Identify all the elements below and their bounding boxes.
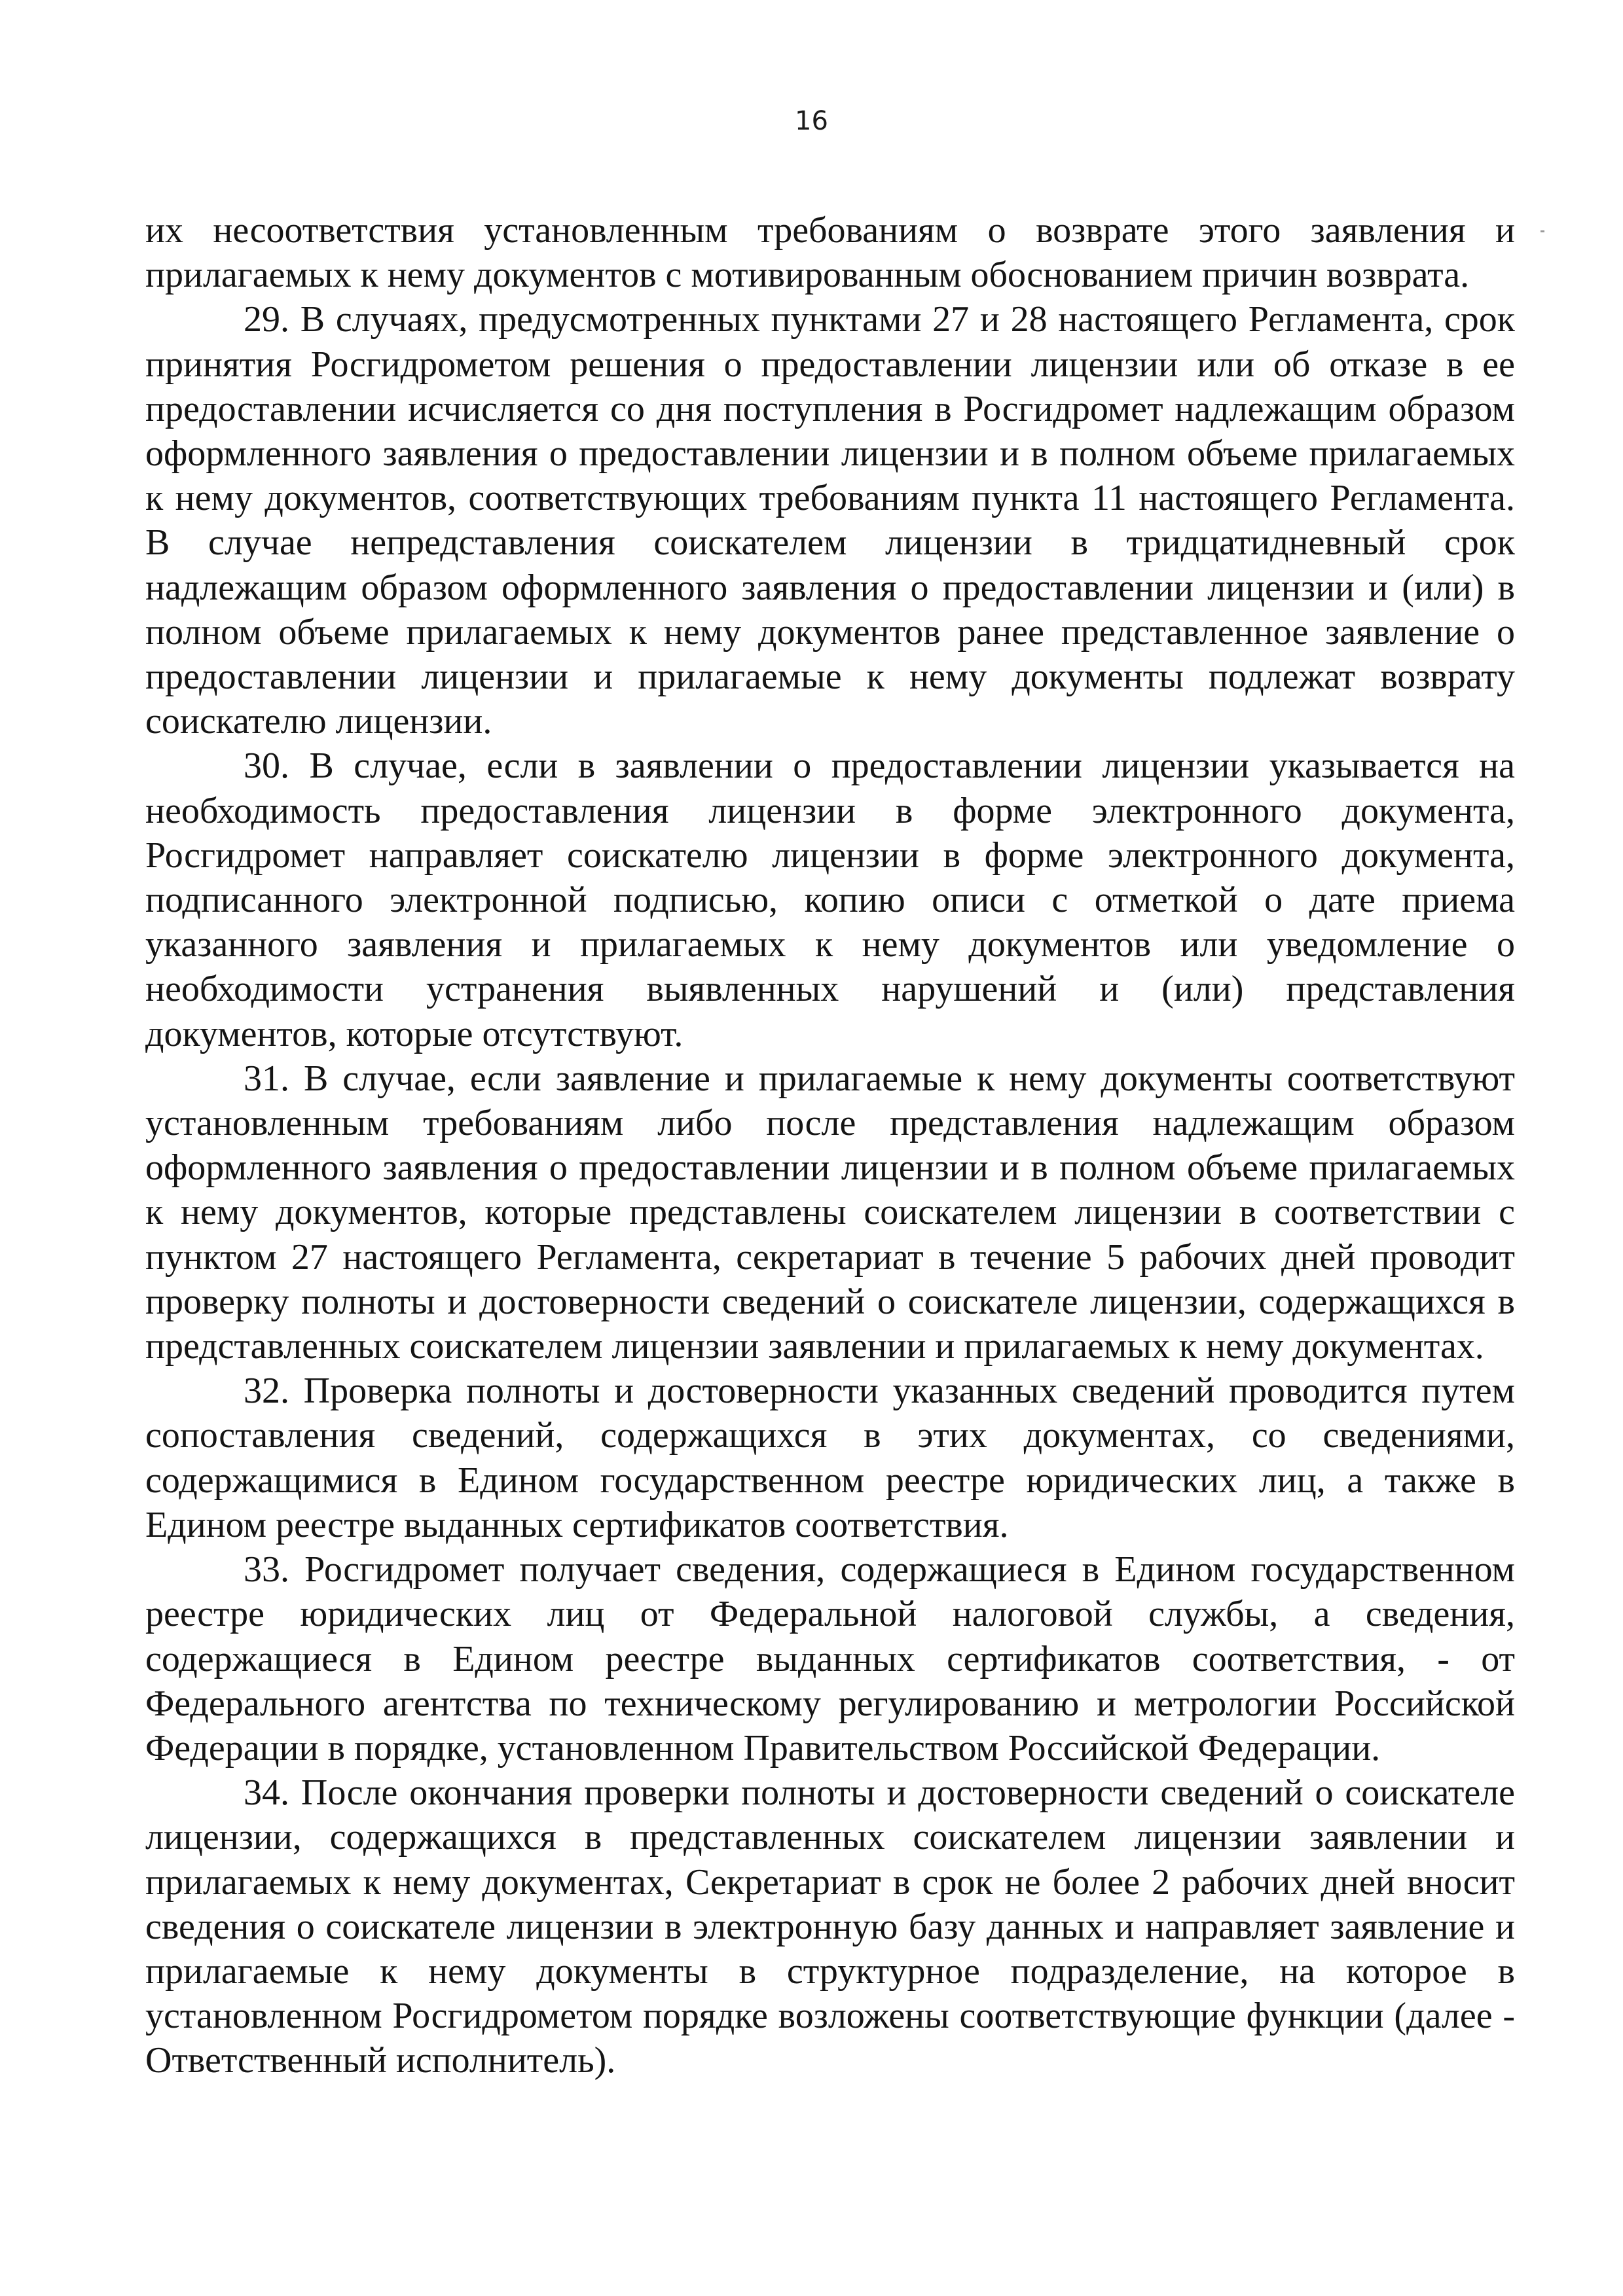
paragraph-32: 32. Проверка полноты и достоверности указанных сведений проводится путем сопоставления сведений, содержащихся в этих документах, со сведениями, содержащимися в Едином государственном реестре юридических лиц, а также в Едином реестре выданных сертификатов соответствия. <box>145 1371 1515 1545</box>
paragraph-29: 29. В случаях, предусмотренных пунктами 27 и 28 настоящего Регламента, срок принятия Росгидрометом решения о предоставлении лицензии или об отказе в ее предоставлении исчисляется со дня поступления в Росгидромет надлежащим образом оформленного заявления о предоставлении лицензии и в полном объеме прилагаемых к нему документов, соответствующих требованиям пункта 11 настоящего Регламента. В случае непредставления соискателем лицензии в тридцатидневный срок надлежащим образом оформленного заявления о предоставлении лицензии и (или) в полном объеме прилагаемых к нему документов ранее представленное заявление о предоставлении лицензии и прилагаемые к нему документы подлежат возврату соискателю лицензии. <box>145 299 1515 742</box>
scan-artifact <box>1541 230 1544 232</box>
paragraph-31: 31. В случае, если заявление и прилагаемые к нему документы соответствуют установленным требованиям либо после представления надлежащим образом оформленного заявления о предоставлении лицензии и в полном объеме прилагаемых к нему документов, которые представлены соискателем лицензии в соответствии с пунктом 27 настоящего Регламента, секретариат в течение 5 рабочих дней проводит проверку полноты и достоверности сведений о соискателе лицензии, содержащихся в представленных соискателем лицензии заявлении и прилагаемых к нему документах. <box>145 1058 1515 1367</box>
paragraph-34: 34. После окончания проверки полноты и достоверности сведений о соискателе лицензии, содержащихся в представленных соискателем лицензии заявлении и прилагаемых к нему документах, Секретариат в срок не более 2 рабочих дней вносит сведения о соискателе лицензии в электронную базу данных и направляет заявление и прилагаемые к нему документы в структурное подразделение, на которое в установленном Росгидрометом порядке возложены соответствующие функции (далее - Ответственный исполнитель). <box>145 1772 1515 2081</box>
document-body <box>145 208 1515 2083</box>
paragraph-30: 30. В случае, если в заявлении о предоставлении лицензии указывается на необходимость предоставления лицензии в форме электронного документа, Росгидромет направляет соискателю лицензии в форме электронного документа, подписанного электронной подписью, копию описи с отметкой о дате приема указанного заявления и прилагаемых к нему документов или уведомление о необходимости устранения выявленных нарушений и (или) представления документов, которые отсутствуют. <box>145 745 1515 1054</box>
page-number: 16 <box>795 106 828 136</box>
paragraph-continuation: их несоответствия установленным требованиям о возврате этого заявления и прилагаемых к нему документов с мотивированным обоснованием причин возврата. <box>145 210 1515 296</box>
paragraph-33: 33. Росгидромет получает сведения, содержащиеся в Едином государственном реестре юридических лиц от Федеральной налоговой службы, а сведения, содержащиеся в Едином реестре выданных сертификатов соответствия, - от Федерального агентства по техническому регулированию и метрологии Российской Федерации в порядке, установленном Правительством Российской Федерации. <box>145 1549 1515 1768</box>
